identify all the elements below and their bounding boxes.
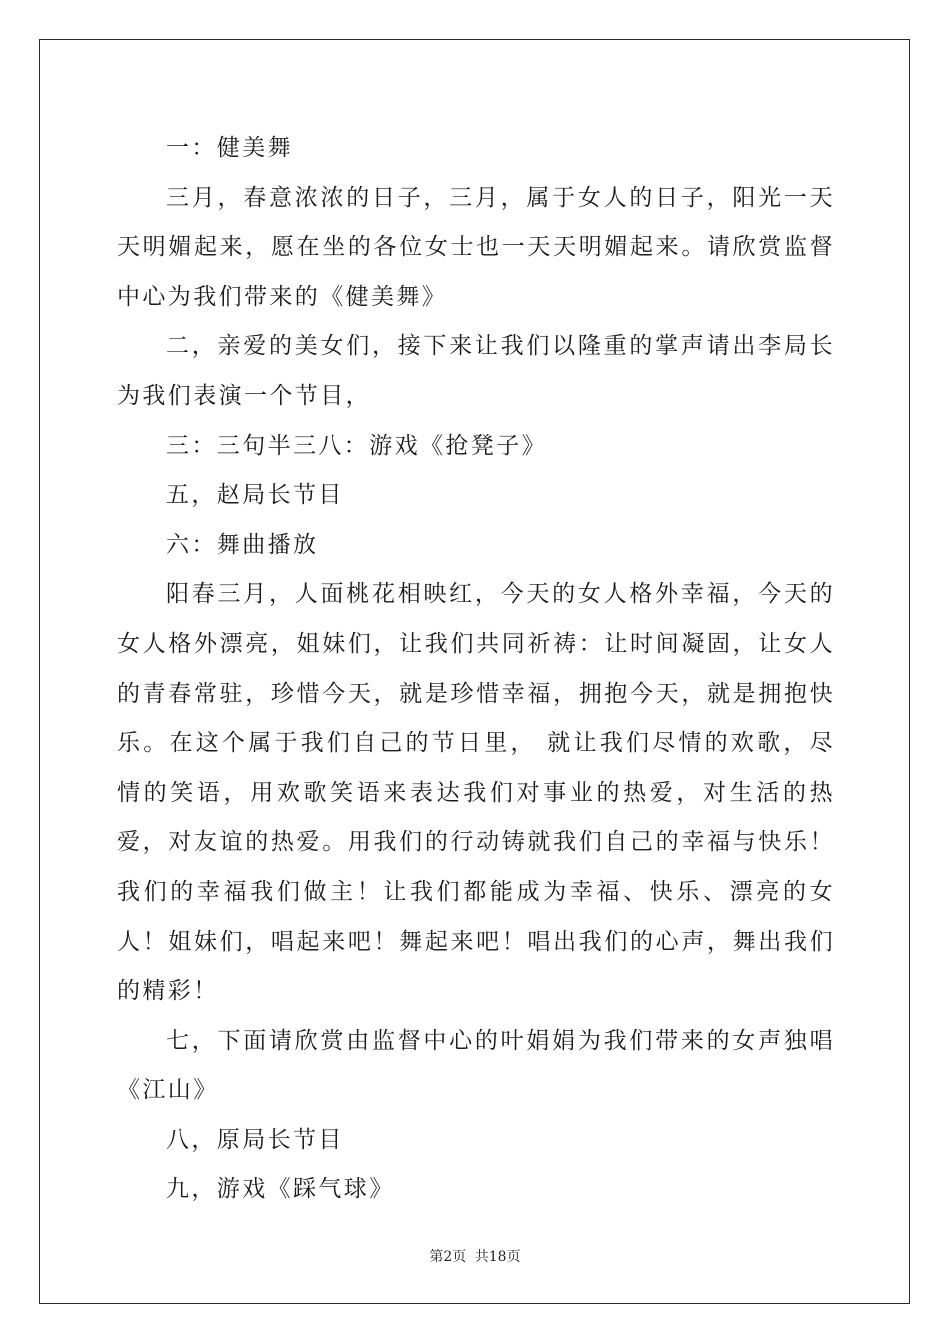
page-number: 第2页 (429, 1249, 467, 1265)
program-item-9: 九，游戏《踩气球》 (166, 1176, 395, 1203)
document-body (117, 124, 835, 1215)
program-item-2: 二，亲爱的美女们，接下来让我们以隆重的掌声请出李局长为我们表演一个节目， (117, 333, 835, 409)
speech-paragraph: 阳春三月，人面桃花相映红，今天的女人格外幸福，今天的女人格外漂亮，姐妹们，让我们共同祈祷：让时间凝固，让女人的青春常驻，珍惜今天，就是珍惜幸福，拥抱今天，就是拥抱快乐。在这个属于我们自己的节日里， 就让我们尽情的欢歌，尽情的笑语，用欢歌笑语来表达我们对事业的热爱，对生活的热爱，对友谊的热爱。用我们的行动铸就我们自己的幸福与快乐！我们的幸福我们做主！让我们都能成为幸福、快乐、漂亮的女人！姐妹们，唱起来吧！舞起来吧！唱出我们的心声，舞出我们的精彩！ (117, 581, 835, 1005)
program-item-6: 六：舞曲播放 (166, 531, 319, 558)
intro-paragraph-1: 三月，春意浓浓的日子，三月，属于女人的日子，阳光一天天明媚起来，愿在坐的各位女士也一天天明媚起来。请欣赏监督中心为我们带来的《健美舞》 (117, 184, 835, 310)
program-item-3: 三：三句半三八：游戏《抢凳子》 (166, 432, 547, 459)
page-total: 共18页 (474, 1249, 521, 1265)
program-item-8: 八，原局长节目 (166, 1126, 344, 1153)
program-item-1: 一：健美舞 (166, 135, 293, 161)
program-item-5: 五，赵局长节目 (166, 482, 344, 509)
page-footer (0, 1246, 950, 1266)
program-item-7: 七，下面请欣赏由监督中心的叶娟娟为我们带来的女声独唱《江山》 (117, 1027, 835, 1104)
